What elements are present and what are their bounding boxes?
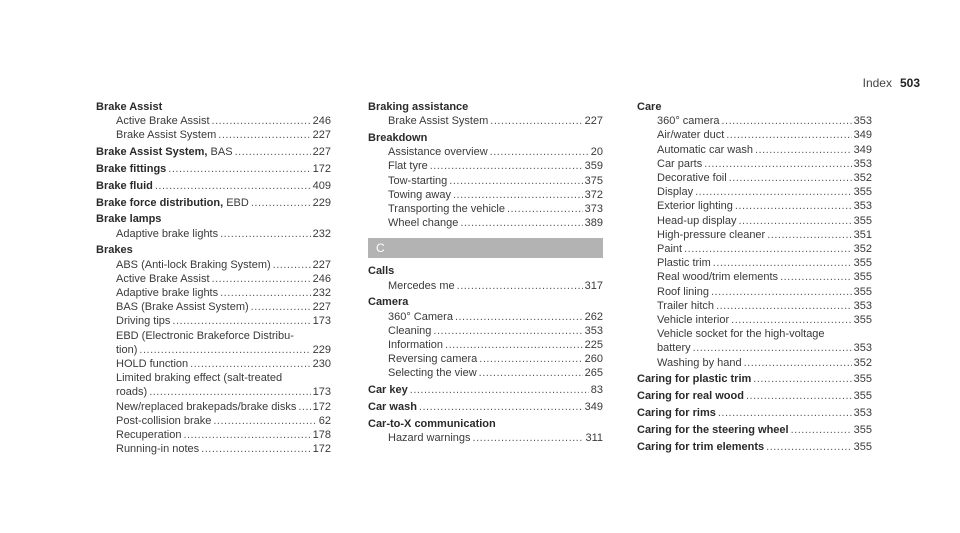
index-row[interactable] — [96, 145, 331, 159]
entry-heading: Brake force distribution, — [96, 196, 224, 209]
entry-heading: Car-to-X communication — [368, 417, 496, 430]
page-ref[interactable]: 227 — [312, 146, 331, 159]
page-ref[interactable]: 355 — [853, 373, 872, 386]
index-subentry[interactable] — [96, 114, 331, 128]
page-ref[interactable]: 352 — [853, 172, 872, 185]
index-subentry[interactable] — [96, 428, 331, 442]
index-subentry[interactable] — [368, 114, 603, 128]
page-ref[interactable]: 355 — [853, 186, 872, 199]
page-ref[interactable]: 227 — [312, 129, 331, 142]
index-entry — [368, 383, 603, 397]
index-row[interactable] — [637, 372, 872, 386]
index-subentry[interactable] — [637, 299, 872, 313]
index-entry — [368, 295, 603, 380]
index-row[interactable] — [96, 162, 331, 176]
index-subentry[interactable] — [637, 214, 872, 228]
entry-heading: Caring for rims — [637, 407, 716, 420]
page-ref[interactable]: 372 — [584, 188, 603, 201]
entry-heading: Brake fittings — [96, 163, 167, 175]
subentry-text: Limited braking effect (salt-treated — [116, 372, 283, 385]
index-subentry[interactable] — [368, 366, 603, 380]
index-subentry[interactable] — [637, 185, 872, 199]
index-subentry[interactable] — [368, 145, 603, 159]
index-subentry[interactable] — [96, 314, 331, 328]
subentry-text: tion) — [116, 343, 138, 356]
entry-heading: Caring for plastic trim — [637, 373, 752, 386]
page-ref[interactable]: 311 — [585, 432, 603, 445]
index-entry — [637, 100, 872, 370]
index-entry — [637, 389, 872, 403]
page-ref[interactable]: 227 — [584, 115, 603, 128]
page-ref[interactable]: 262 — [584, 310, 603, 323]
page-ref[interactable]: 355 — [853, 257, 872, 270]
page-ref[interactable]: 260 — [584, 353, 603, 366]
page-ref[interactable]: 20 — [590, 146, 603, 159]
page-ref[interactable]: 173 — [312, 315, 331, 328]
page-ref[interactable]: 246 — [312, 115, 331, 128]
index-row[interactable] — [637, 406, 872, 420]
entry-heading: Car key — [368, 384, 408, 397]
page-header — [863, 76, 920, 90]
subentry-text: High-pressure cleaner — [657, 228, 766, 241]
index-row[interactable] — [637, 423, 872, 437]
subentry-text: Transporting the vehicle — [388, 203, 505, 216]
subentry-text: HOLD function — [116, 358, 189, 371]
index-subentry[interactable] — [96, 258, 331, 272]
header-label: Index — [862, 76, 892, 90]
page-ref[interactable]: 355 — [853, 271, 872, 284]
index-row[interactable] — [637, 389, 872, 403]
page-ref[interactable]: 83 — [590, 384, 603, 397]
index-column-3 — [637, 100, 872, 456]
entry-heading: Breakdown — [368, 132, 428, 144]
index-entry — [368, 131, 603, 230]
subentry-text: Hazard warnings — [388, 432, 471, 445]
page-ref[interactable]: 178 — [312, 429, 331, 442]
subentry-text: roads) — [116, 386, 148, 399]
subentry-text: Real wood/trim elements — [657, 271, 779, 284]
index-entry — [368, 100, 603, 128]
subentry-text: New/replaced brakepads/brake disks — [116, 400, 297, 413]
index-subentry[interactable] — [96, 272, 331, 286]
page-ref[interactable]: 353 — [584, 324, 603, 337]
index-subentry[interactable] — [637, 285, 872, 299]
page-ref[interactable]: 375 — [584, 174, 603, 187]
index-subentry[interactable] — [96, 442, 331, 456]
page-ref[interactable]: 355 — [853, 423, 872, 436]
page-ref[interactable]: 355 — [853, 214, 872, 227]
subentry-text: Roof lining — [657, 285, 709, 298]
subentry-text: Head-up display — [657, 214, 737, 227]
page-ref[interactable]: 351 — [853, 228, 872, 241]
subentry-text: Flat tyre — [388, 160, 428, 173]
subentry-text: Driving tips — [116, 315, 171, 328]
page-ref[interactable]: 317 — [584, 279, 603, 292]
subentry-text: Running-in notes — [116, 443, 200, 456]
subentry-text: Decorative foil — [657, 172, 727, 185]
index-subentry[interactable] — [368, 188, 603, 202]
subentry-text: Information — [388, 339, 444, 352]
index-column-2 — [368, 100, 603, 448]
entry-suffix: BAS — [207, 146, 233, 159]
subentry-text: Active Brake Assist — [116, 115, 210, 128]
index-entry — [96, 212, 331, 240]
index-subentry[interactable] — [637, 256, 872, 270]
subentry-text: Adaptive brake lights — [116, 227, 219, 240]
subentry-text: Exterior lighting — [657, 200, 733, 213]
index-entry — [368, 417, 603, 445]
index-column-1 — [96, 100, 331, 459]
subentry-text: Towing away — [388, 188, 451, 201]
page-ref[interactable]: 172 — [312, 163, 331, 175]
subentry-text: Selecting the view — [388, 367, 477, 380]
index-subentry[interactable] — [368, 310, 603, 324]
index-subentry[interactable] — [637, 270, 872, 284]
subentry-text: Air/water duct — [657, 129, 725, 142]
subentry-text: Plastic trim — [657, 257, 711, 270]
page-ref[interactable]: 225 — [584, 339, 603, 352]
page-ref[interactable]: 229 — [312, 343, 331, 356]
index-row[interactable] — [637, 440, 872, 454]
index-subentry[interactable] — [368, 352, 603, 366]
subentry-text: Paint — [657, 243, 683, 256]
index-subentry[interactable] — [96, 227, 331, 241]
subentry-text: 360° Camera — [388, 310, 453, 323]
index-row[interactable] — [96, 179, 331, 193]
entry-heading: Brake lamps — [96, 213, 162, 226]
subentry-text: BAS (Brake Assist System) — [116, 301, 249, 314]
entry-heading: Brake Assist — [96, 101, 163, 113]
page-ref[interactable]: 246 — [312, 272, 331, 285]
index-entry — [96, 179, 331, 193]
page-ref[interactable]: 389 — [584, 217, 603, 230]
index-subentry[interactable] — [637, 356, 872, 370]
page-ref[interactable]: 353 — [853, 200, 872, 213]
index-subentry[interactable] — [637, 128, 872, 142]
index-subentry[interactable] — [96, 414, 331, 428]
subentry-text: Vehicle socket for the high-voltage — [657, 328, 825, 341]
subentry-text: Automatic car wash — [657, 143, 753, 156]
index-entry — [96, 100, 331, 143]
subentry-text: EBD (Electronic Brakeforce Distribu- — [116, 329, 294, 342]
page-ref[interactable]: 172 — [312, 443, 331, 456]
index-subentry[interactable] — [637, 242, 872, 256]
index-subentry[interactable] — [637, 341, 872, 355]
index-subentry[interactable] — [96, 286, 331, 300]
entry-heading: Brake fluid — [96, 179, 153, 192]
index-subentry[interactable] — [368, 324, 603, 338]
index-row[interactable] — [368, 400, 603, 414]
page-ref[interactable]: 409 — [312, 179, 331, 192]
subentry-text: Adaptive brake lights — [116, 287, 219, 299]
index-entry — [637, 406, 872, 420]
index-subentry[interactable] — [368, 431, 603, 445]
page-ref[interactable]: 227 — [312, 258, 331, 271]
page-ref[interactable]: 353 — [853, 407, 872, 420]
index-subentry[interactable] — [637, 313, 872, 327]
page-ref[interactable]: 352 — [853, 356, 872, 369]
page-ref[interactable]: 265 — [584, 367, 603, 380]
page-ref[interactable]: 349 — [584, 401, 603, 414]
subentry-text: Trailer hitch — [657, 299, 715, 312]
index-entry — [368, 400, 603, 414]
index-subentry[interactable] — [637, 199, 872, 213]
index-subentry[interactable] — [368, 338, 603, 352]
index-subentry[interactable] — [96, 343, 331, 357]
page-ref[interactable]: 173 — [312, 386, 331, 399]
index-subentry[interactable] — [637, 228, 872, 242]
entry-heading: Calls — [368, 265, 395, 278]
section-letter-bar: C — [368, 238, 603, 258]
page-ref[interactable]: 355 — [853, 285, 872, 298]
subentry-text: Vehicle interior — [657, 314, 730, 327]
index-entry — [368, 264, 603, 292]
page-ref[interactable]: 359 — [584, 160, 603, 173]
subentry-text: Car parts — [657, 157, 703, 170]
subentry-text: Brake Assist System — [388, 115, 489, 128]
entry-heading: Brakes — [96, 244, 133, 257]
index-entry — [96, 196, 331, 210]
entry-heading: Caring for the steering wheel — [637, 423, 789, 436]
page-ref[interactable]: 353 — [853, 157, 872, 170]
entry-heading: Caring for real wood — [637, 390, 744, 403]
page-ref[interactable]: 62 — [318, 414, 331, 427]
index-entry — [637, 423, 872, 437]
entry-heading: Care — [637, 101, 662, 113]
subentry-text: ABS (Anti-lock Braking System) — [116, 258, 271, 271]
page-ref[interactable]: 227 — [312, 301, 331, 314]
index-subentry[interactable] — [96, 400, 331, 414]
index-entry — [637, 440, 872, 454]
subentry-text: battery — [657, 342, 691, 355]
page-ref[interactable]: 349 — [853, 143, 872, 156]
page-ref[interactable]: 355 — [853, 314, 872, 327]
page-ref[interactable]: 355 — [853, 390, 872, 403]
index-entry — [96, 243, 331, 456]
subentry-text: Washing by hand — [657, 356, 742, 369]
index-entry — [96, 162, 331, 176]
subentry-text: Display — [657, 186, 694, 199]
page-ref[interactable]: 355 — [853, 440, 872, 453]
page-ref[interactable]: 373 — [584, 203, 603, 216]
subentry-text: Reversing camera — [388, 353, 478, 366]
index-subentry[interactable] — [368, 159, 603, 173]
index-subentry[interactable] — [637, 157, 872, 171]
subentry-text: Recuperation — [116, 429, 182, 442]
index-entry — [637, 372, 872, 386]
entry-heading: Braking assistance — [368, 101, 469, 113]
subentry-text: Tow-starting — [388, 174, 448, 187]
index-subentry[interactable] — [637, 143, 872, 157]
page-ref[interactable]: 353 — [853, 299, 872, 312]
entry-heading: Brake Assist System, — [96, 146, 208, 159]
index-subentry[interactable] — [368, 279, 603, 293]
page-ref[interactable]: 172 — [312, 400, 331, 413]
subentry-text: 360° camera — [657, 115, 720, 128]
index-row[interactable] — [368, 383, 603, 397]
index-subentry[interactable] — [637, 114, 872, 128]
page-ref[interactable]: 352 — [853, 243, 872, 256]
entry-suffix: EBD — [223, 196, 249, 209]
index-row[interactable] — [96, 196, 331, 210]
page-ref[interactable]: 230 — [312, 358, 331, 371]
page-ref[interactable]: 353 — [853, 115, 872, 128]
index-subentry[interactable] — [368, 174, 603, 188]
entry-heading: Camera — [368, 296, 409, 309]
subentry-text: Cleaning — [388, 324, 432, 337]
index-subentry[interactable] — [96, 385, 331, 399]
subentry-text: Wheel change — [388, 217, 459, 230]
entry-heading: Car wash — [368, 401, 417, 414]
index-subentry[interactable] — [96, 357, 331, 371]
page-ref[interactable]: 349 — [853, 129, 872, 142]
page-ref[interactable]: 232 — [312, 227, 331, 240]
index-subentry[interactable] — [96, 300, 331, 314]
entry-heading: Caring for trim elements — [637, 440, 765, 453]
page-ref[interactable]: 353 — [853, 342, 872, 355]
index-subentry[interactable] — [368, 202, 603, 216]
page-ref[interactable]: 232 — [312, 287, 331, 299]
subentry-text: Active Brake Assist — [116, 272, 210, 285]
index-subentry[interactable] — [96, 128, 331, 142]
subentry-text: Brake Assist System — [116, 129, 217, 142]
index-entry — [96, 145, 331, 159]
subentry-text: Post-collision brake — [116, 414, 212, 427]
page-number: 503 — [899, 76, 920, 90]
index-subentry[interactable] — [637, 171, 872, 185]
index-subentry[interactable] — [368, 216, 603, 230]
subentry-text: Mercedes me — [388, 279, 455, 292]
subentry-text: Assistance overview — [388, 146, 488, 159]
page-ref[interactable]: 229 — [312, 196, 331, 209]
